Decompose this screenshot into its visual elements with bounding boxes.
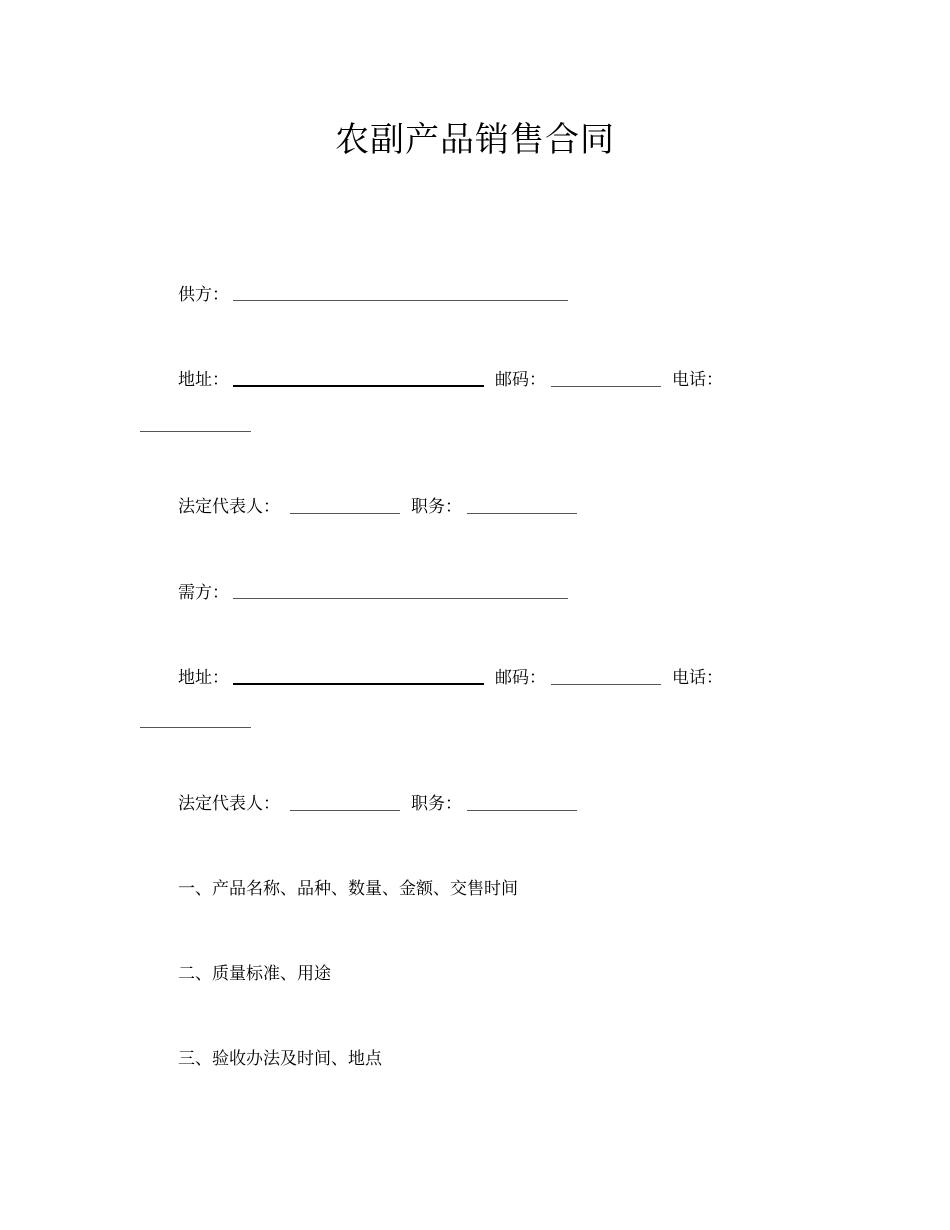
buyer-phone-label: 电话： [672, 668, 723, 688]
buyer-postcode-label: 邮码： [495, 668, 546, 688]
buyer-phone-blank[interactable] [140, 727, 251, 728]
buyer-address-label: 地址： [178, 668, 229, 688]
section-heading: 三、验收办法及时间、地点 [178, 1049, 382, 1069]
supplier-address-blank[interactable] [233, 385, 484, 387]
buyer-rep-label: 法定代表人： [178, 794, 280, 814]
buyer-label: 需方： [178, 583, 229, 603]
supplier-phone-label: 电话： [672, 370, 723, 390]
supplier-rep-blank[interactable] [290, 513, 400, 514]
buyer-position-blank[interactable] [467, 810, 577, 811]
document-title: 农副产品销售合同 [335, 120, 615, 160]
buyer-position-label: 职务： [411, 794, 462, 814]
supplier-label: 供方： [178, 285, 229, 305]
supplier-postcode-label: 邮码： [495, 370, 546, 390]
supplier-position-label: 职务： [411, 497, 462, 517]
supplier-address-label: 地址： [178, 370, 229, 390]
buyer-address-blank[interactable] [233, 683, 484, 685]
buyer-postcode-blank[interactable] [551, 684, 661, 685]
supplier-rep-label: 法定代表人： [178, 497, 280, 517]
buyer-rep-blank[interactable] [290, 810, 400, 811]
buyer-name-blank[interactable] [233, 598, 568, 599]
supplier-postcode-blank[interactable] [551, 386, 661, 387]
section-heading: 二、质量标准、用途 [178, 964, 331, 984]
section-heading: 一、产品名称、品种、数量、金额、交售时间 [178, 879, 518, 899]
supplier-phone-blank[interactable] [140, 431, 251, 432]
supplier-name-blank[interactable] [233, 300, 568, 301]
supplier-position-blank[interactable] [467, 513, 577, 514]
